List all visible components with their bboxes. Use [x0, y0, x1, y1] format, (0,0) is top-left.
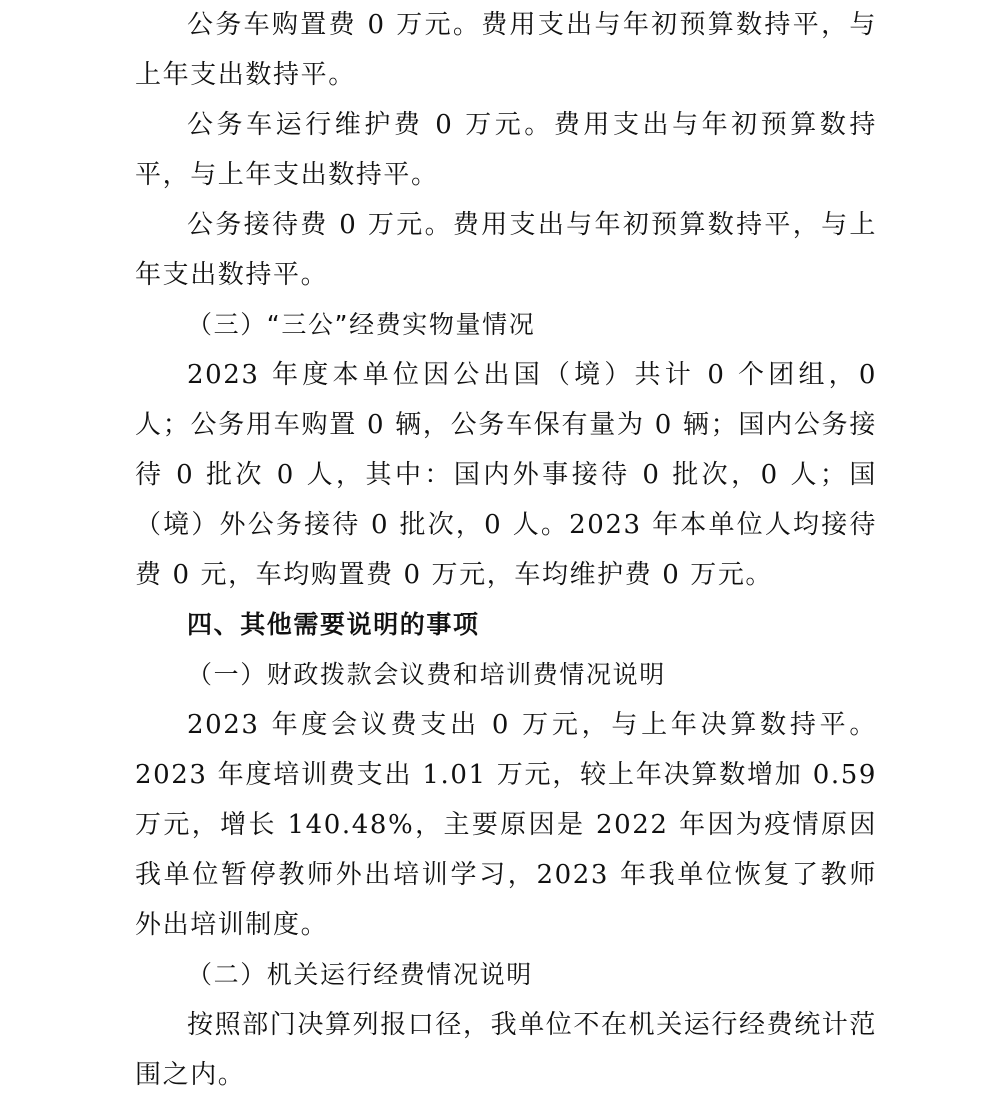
- heading-section-four: 四、其他需要说明的事项: [187, 610, 480, 639]
- heading-operating-funds: （二）机关运行经费情况说明: [187, 960, 533, 989]
- paragraph-meeting-training: 2023 年度会议费支出 0 万元，与上年决算数持平。2023 年度培训费支出 1.01 万元，较上年决算数增加 0.59 万元，增长 140.48%，主要原因是 2022 年因为疫情原因我单位暂停教师外出培训学习，2023 年我单位恢复了教师外出培训制度。: [135, 710, 877, 940]
- heading-three-public-physical: （三）“三公”经费实物量情况: [187, 310, 536, 339]
- paragraph-vehicle-purchase: 公务车购置费 0 万元。费用支出与年初预算数持平，与上年支出数持平。: [135, 10, 877, 90]
- paragraph-vehicle-maintenance: 公务车运行维护费 0 万元。费用支出与年初预算数持平，与上年支出数持平。: [135, 110, 877, 190]
- heading-meeting-training: （一）财政拨款会议费和培训费情况说明: [187, 660, 666, 689]
- paragraph-reception: 公务接待费 0 万元。费用支出与年初预算数持平，与上年支出数持平。: [135, 210, 877, 290]
- paragraph-physical-quantities: 2023 年度本单位因公出国（境）共计 0 个团组，0 人；公务用车购置 0 辆，公务车保有量为 0 辆；国内公务接待 0 批次 0 人，其中：国内外事接待 0 批次，0 人；国（境）外公务接待 0 批次，0 人。2023 年本单位人均接待费 0 元，车均购置费 0 万元，车均维护费 0 万元。: [135, 360, 877, 590]
- document-page: [135, 0, 877, 1100]
- paragraph-operating-funds: 按照部门决算列报口径，我单位不在机关运行经费统计范围之内。: [135, 1010, 878, 1090]
